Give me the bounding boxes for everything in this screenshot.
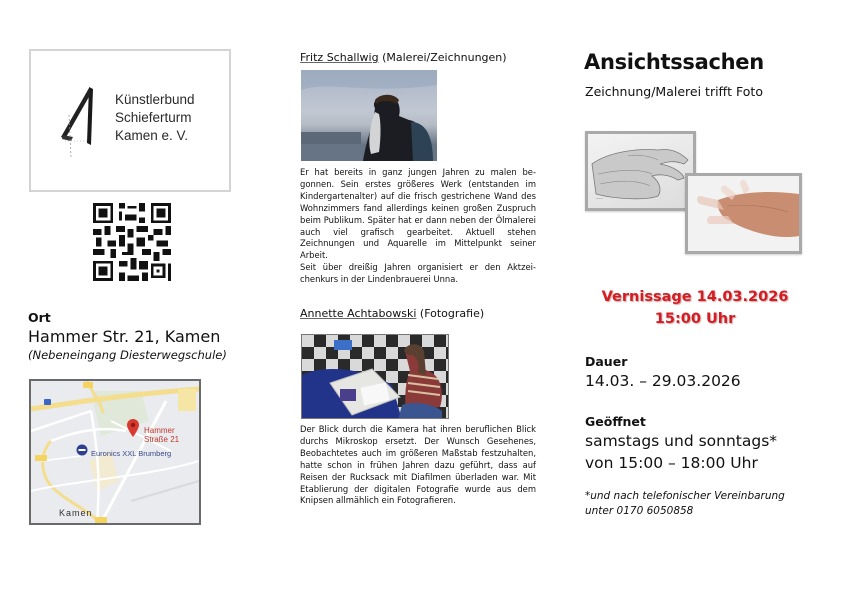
vernissage-time: 15:00 Uhr (654, 311, 736, 327)
location-address: Hammer Str. 21, Kamen (28, 327, 221, 346)
artist-discipline: (Malerei/Zeichnungen) (382, 51, 507, 64)
exhibition-subtitle: Zeichnung/Malerei trifft Foto (585, 84, 763, 99)
vernissage-date: Vernissage 14.03.2026 (601, 289, 789, 305)
map-city-label: Kamen (59, 508, 93, 518)
svg-text:~~~: ~~~ (596, 196, 604, 201)
artist-heading (300, 51, 507, 64)
artist-bio-paragraph: Er hat bereits in ganz jungen Jahren zu malen begonnen. Sein erstes größeres Werk (entstanden im Kindergartenalter) auf die frisch gestrichene Wand des Wohnzimmers fand allerdings keinen großen Zuspruch beim Publikum. Später hat er dann neben der Ölmalerei auch viel grafisch gearbeitet. Aktuell stehen Zeichnungen und Aquarelle im Mittelpunkt seiner Arbeit. (300, 167, 536, 261)
logo-text (115, 91, 195, 145)
artist-photo (301, 70, 437, 161)
artist-bio: Der Blick durch die Kamera hat ihren beruflichen Blick durchs Mikroskop ersetzt. Der Wunsch Gesehenes, Beobachtetes auch im größeren Maßstab festzuhalten, hatte schon in frühen Jahren dazu geführt, dass auf Reisen der Rucksack mit Diafilmen überladen war. Mit Etablierung der digitalen Fotografie wurde aus dem Knipsen allmählich ein Fotografieren. (300, 424, 536, 506)
duration-label: Dauer (585, 354, 628, 369)
opening-hours: von 15:00 – 18:00 Uhr (585, 454, 758, 472)
location-label: Ort (28, 310, 51, 325)
artist-discipline: (Fotografie) (419, 307, 485, 320)
artist-heading (300, 307, 484, 320)
logo-line: Kamen e. V. (115, 128, 189, 143)
exhibition-title: Ansichtssachen (584, 50, 764, 74)
opening-label: Geöffnet (585, 414, 646, 429)
artist-bio-paragraph: Seit über dreißig Jahren organisiert er den Aktzeichenkurs in der Lindenbrauerei Unna. (300, 262, 536, 285)
artist-bio (300, 167, 536, 286)
duration-value: 14.03. – 29.03.2026 (585, 372, 741, 390)
artist-photo (301, 334, 449, 419)
map-pin-icon (127, 419, 139, 437)
artist-name[interactable]: Annette Achtabowski (300, 307, 417, 320)
location-note: (Nebeneingang Diesterwegschule) (28, 348, 227, 362)
footnote-appointment: *und nach telefonischer Vereinbarung (585, 490, 785, 502)
footnote-phone: unter 0170 6050858 (585, 505, 694, 517)
map-poi-label: Euronics XXL Brumberg (91, 449, 172, 458)
logo-line: Schieferturm (115, 110, 192, 125)
artist-name[interactable]: Fritz Schallwig (300, 51, 379, 64)
location-map[interactable] (29, 379, 201, 525)
photo-hand-image (685, 173, 802, 254)
map-pin-label: Hammer Straße 21 (144, 426, 180, 444)
tower-logo-icon (59, 85, 99, 163)
opening-days: samstags und sonntags* (585, 432, 778, 450)
qr-code-icon[interactable] (90, 200, 174, 284)
club-logo (29, 49, 231, 192)
shop-icon (76, 444, 88, 456)
logo-line: Künstlerbund (115, 92, 195, 107)
drawing-hand-image (585, 131, 696, 211)
